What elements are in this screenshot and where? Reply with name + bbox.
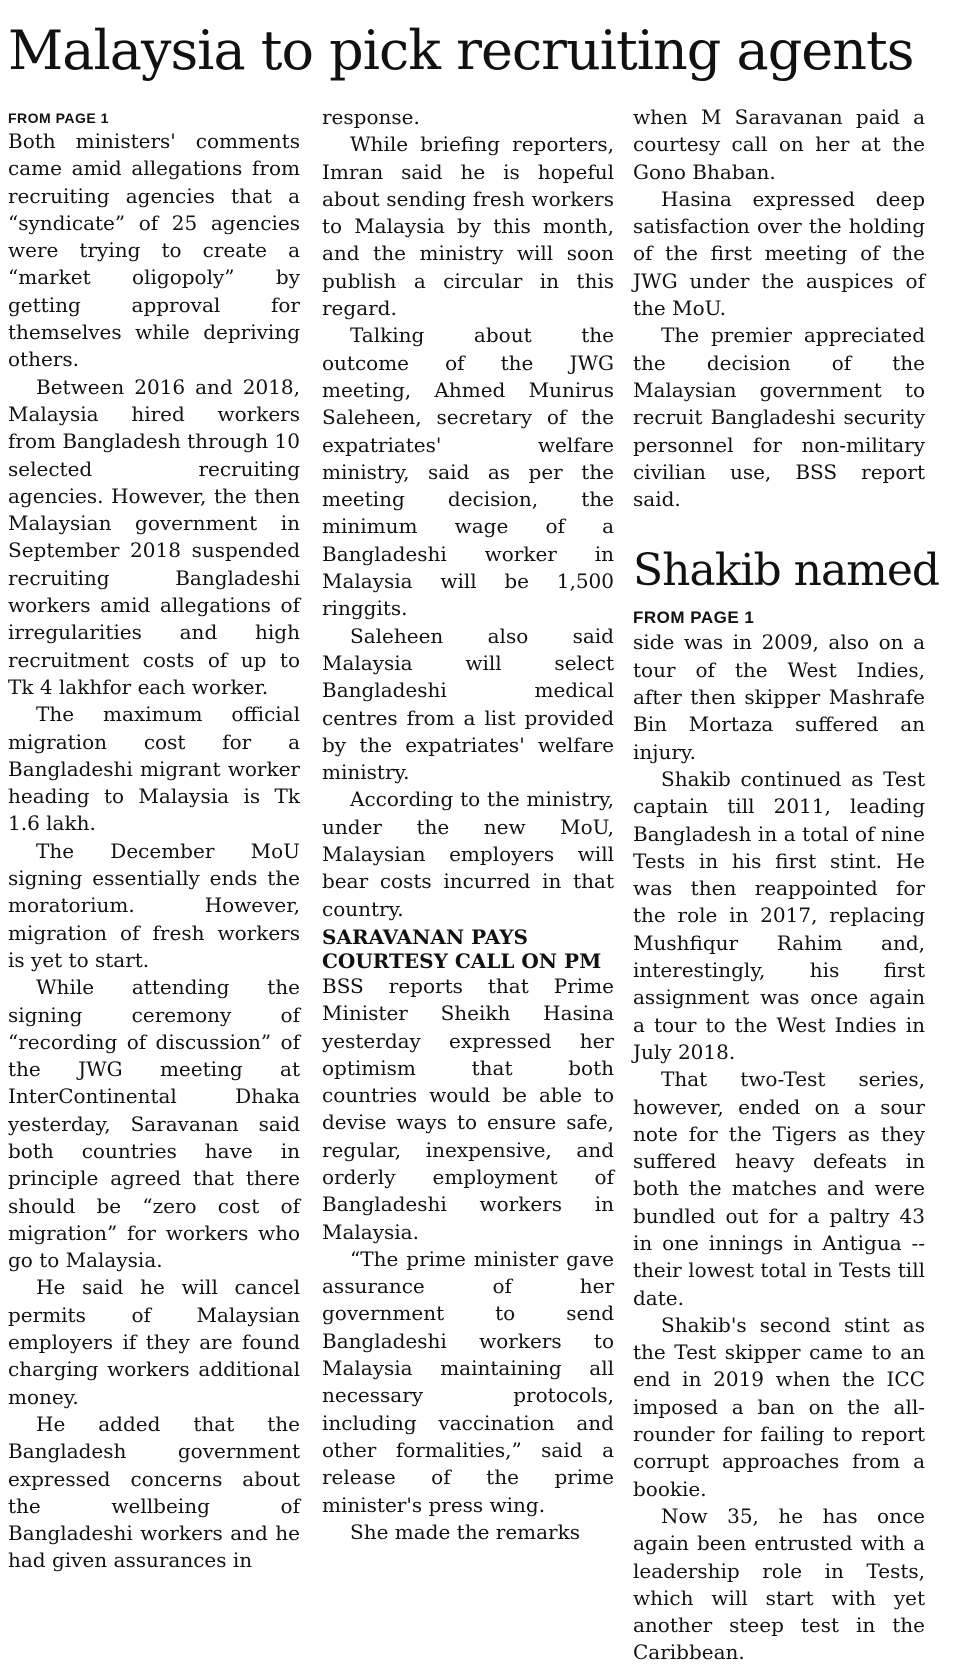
story2-headline: Shakib named [633, 545, 940, 597]
paragraph: Between 2016 and 2018, Malaysia hired workers from Bangladesh through 10 selected recruiting agencies. However, the then Malaysian government in September 2018 suspended recruiting Bangladeshi workers amid allegations of irregularities and high recruitment costs of up to Tk 4 lakhfor each worker. [8, 374, 300, 699]
paragraph: “The prime minister gave assurance of her government to send Bangladeshi workers to Malaysia maintaining all necessary protocols, including vaccination and other formalities,” said a release of the prime minister's press wing. [322, 1246, 614, 1517]
story1-column-1 [8, 108, 300, 1644]
paragraph: Now 35, he has once again been entrusted with a leadership role in Tests, which will start with yet another steep test in the Caribbean. [633, 1503, 925, 1665]
paragraph: response. [322, 105, 420, 129]
paragraph: The maximum official migration cost for a Bangladeshi migrant worker heading to Malaysia is Tk 1.6 lakh. [8, 702, 300, 836]
paragraph: Hasina expressed deep satisfaction over the holding of the first meeting of the JWG under the auspices of the MoU. [633, 186, 925, 321]
paragraph: BSS reports that Prime Minister Sheikh Hasina yesterday expressed her optimism that both countries would be able to devise ways to ensure safe, regular, inexpensive, and orderly employment of Bangladeshi workers in Malaysia. [322, 973, 614, 1244]
paragraph: He added that the Bangladesh government expressed concerns about the wellbeing of Bangladeshi workers and he had given assurances in [8, 1411, 300, 1573]
paragraph: The December MoU signing essentially ends the moratorium. However, migration of fresh workers is yet to start. [8, 838, 300, 972]
paragraph: The premier appreciated the decision of the Malaysian government to recruit Bangladeshi security personnel for non-military civilian use, BSS report said. [633, 323, 925, 512]
story1-column-2 [322, 104, 614, 1644]
paragraph: While briefing reporters, Imran said he is hopeful about sending fresh workers to Malaysia by this month, and the ministry will soon publish a circular in this regard. [322, 132, 614, 321]
paragraph: Saleheen also said Malaysia will select Bangladeshi medical centres from a list provided by the expatriates' welfare ministry. [322, 623, 614, 785]
paragraph: While attending the signing ceremony of “recording of discussion” of the JWG meeting at InterContinental Dhaka yesterday, Saravanan said both countries have in principle agreed that there should be “zero cost of migration” for workers who go to Malaysia. [8, 975, 300, 1273]
story1-subhead: SARAVANAN PAYS COURTESY CALL ON PM [322, 924, 602, 973]
paragraph: According to the ministry, under the new MoU, Malaysian employers will bear costs incurred in that country. [322, 787, 614, 921]
story1-headline: Malaysia to pick recruiting agents [8, 19, 914, 82]
paragraph: Talking about the outcome of the JWG meeting, Ahmed Munirus Saleheen, secretary of the expatriates' welfare ministry, said as per the meeting decision, the minimum wage of a Bangladeshi worker in Malaysia will be 1,500 ringgits. [322, 323, 614, 621]
paragraph: Shakib continued as Test captain till 2011, leading Bangladesh in a total of nine Tests in his first stint. He was then reappointed for the role in 2017, replacing Mushfiqur Rahim and, interestingly, his first assignment was once again a tour to the West Indies in July 2018. [633, 766, 925, 1064]
paragraph: when M Saravanan paid a courtesy call on her at the Gono Bhaban. [633, 105, 925, 184]
story1-jump-line: FROM PAGE 1 [8, 110, 109, 126]
column-3 [633, 104, 940, 1665]
paragraph: side was in 2009, also on a tour of the West Indies, after then skipper Mashrafe Bin Mortaza suffered an injury. [633, 630, 925, 764]
paragraph: Shakib's second stint as the Test skipper came to an end in 2019 when the ICC imposed a ban on the all-rounder for failing to report corrupt approaches from a bookie. [633, 1312, 925, 1501]
paragraph: He said he will cancel permits of Malaysian employers if they are found charging workers additional money. [8, 1275, 300, 1409]
story2-jump-line: FROM PAGE 1 [633, 608, 755, 628]
paragraph: That two-Test series, however, ended on a sour note for the Tigers as they suffered heavy defeats in both the matches and were bundled out for a paltry 43 in one innings in Antigua -- their lowest total in Tests till date. [633, 1067, 925, 1310]
paragraph: She made the remarks [350, 1519, 580, 1544]
paragraph: Both ministers' comments came amid allegations from recruiting agencies that a “syndicate” of 25 agencies were trying to create a “market oligopoly” by getting approval for themselves while depriving others. [8, 129, 300, 372]
